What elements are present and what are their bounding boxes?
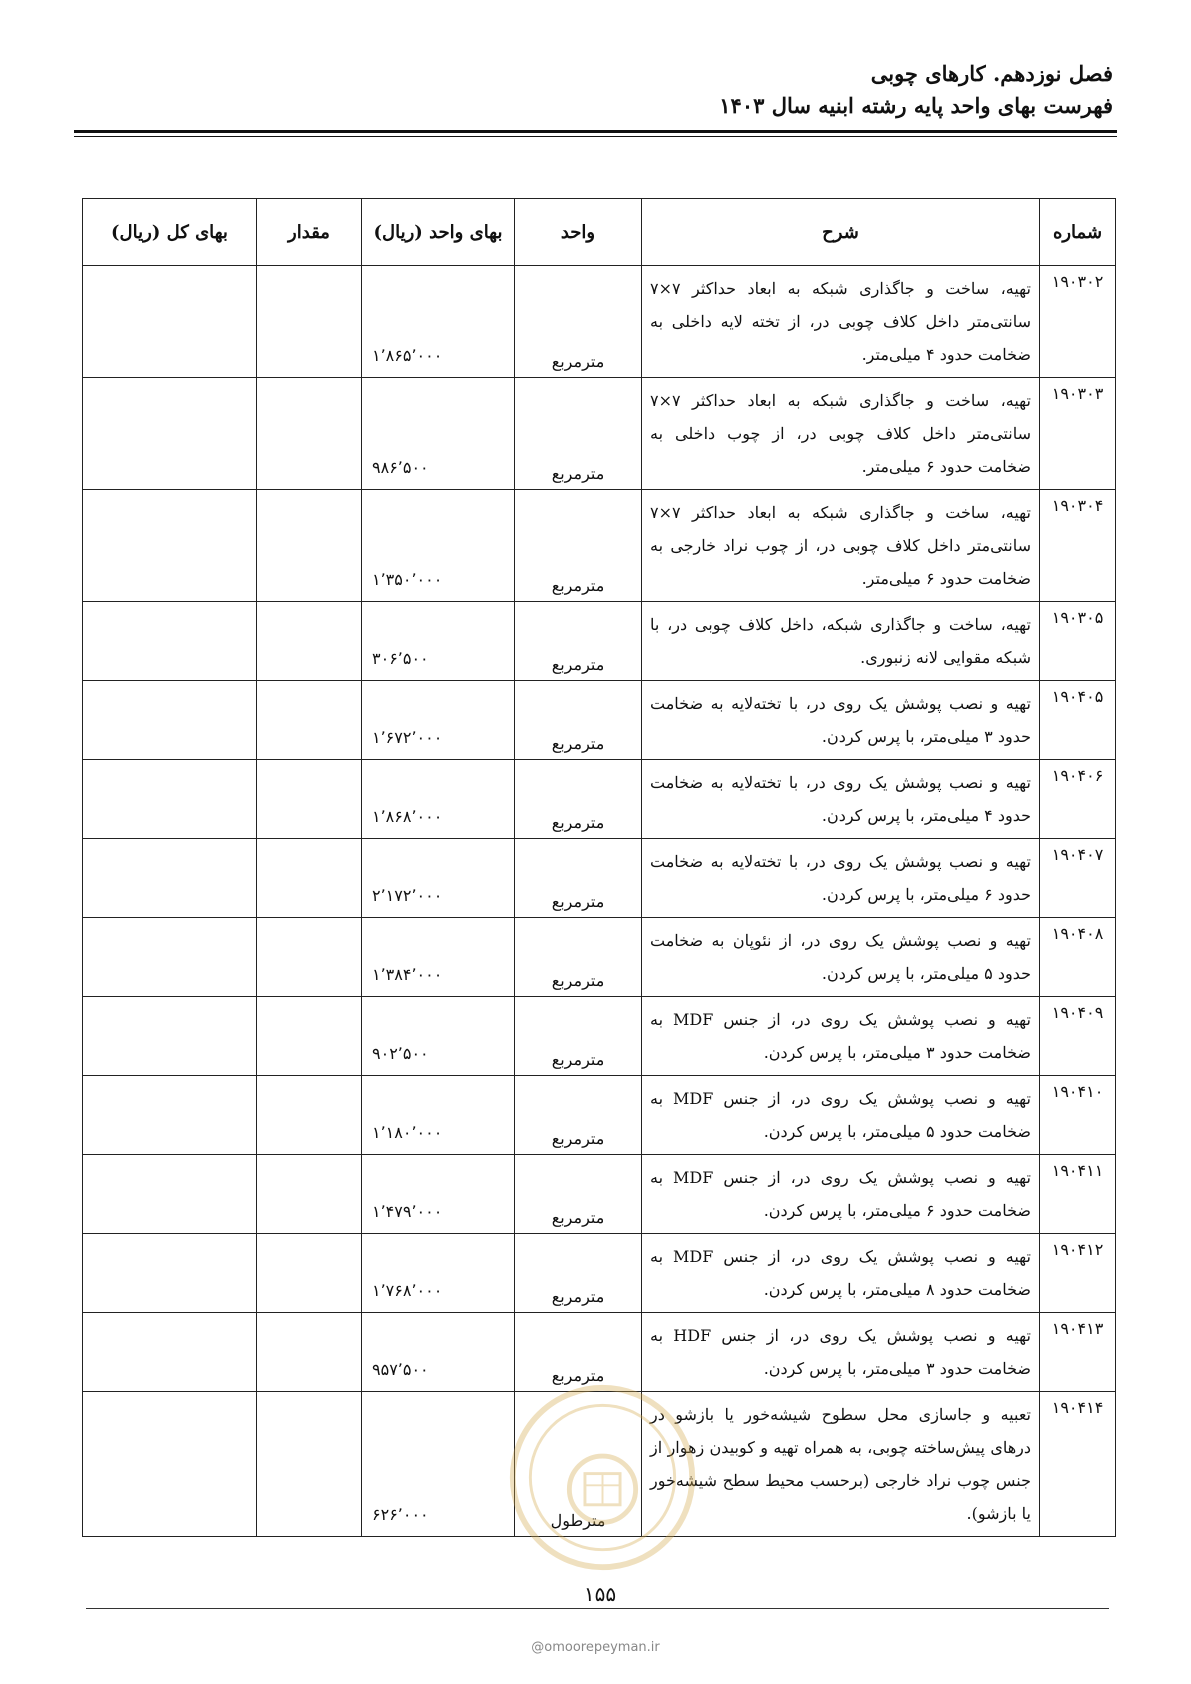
item-quantity [257,997,362,1076]
item-total-price [83,1313,257,1392]
item-total-price [83,681,257,760]
column-header-unit-price: بهای واحد (ریال) [362,199,515,266]
item-description: تهیه، ساخت و جاگذاری شبکه به ابعاد حداکثر ۷×۷ سانتی‌متر داخل کلاف چوبی در، از چوب داخلی به ضخامت حدود ۶ میلی‌متر. [642,378,1040,490]
item-unit-price: ۱٬۸۶۸٬۰۰۰ [362,760,515,839]
item-description: تهیه، ساخت و جاگذاری شبکه، داخل کلاف چوبی در، با شبکه مقوایی لانه زنبوری. [642,602,1040,681]
item-description: تهیه و نصب پوشش یک روی در، از جنس MDF به ضخامت حدود ۳ میلی‌متر، با پرس کردن. [642,997,1040,1076]
table-row [83,997,1116,1076]
item-unit-price: ۱٬۳۸۴٬۰۰۰ [362,918,515,997]
item-number: ۱۹۰۴۰۷ [1040,839,1116,918]
item-quantity [257,1076,362,1155]
item-number: ۱۹۰۴۰۶ [1040,760,1116,839]
item-description: تعبیه و جاسازی محل سطوح شیشه‌خور یا بازشو در درهای پیش‌ساخته چوبی، به همراه تهیه و کوبیدن زهوار از جنس چوب نراد خارجی (برحسب محیط سطح شیشه‌خور یا بازشو). [642,1392,1040,1537]
item-unit-price: ۶۲۶٬۰۰۰ [362,1392,515,1537]
table-row [83,1155,1116,1234]
item-number: ۱۹۰۴۱۱ [1040,1155,1116,1234]
item-unit: مترمربع [515,1234,642,1313]
item-quantity [257,839,362,918]
item-unit-price: ۱٬۱۸۰٬۰۰۰ [362,1076,515,1155]
item-number: ۱۹۰۳۰۲ [1040,266,1116,378]
item-number: ۱۹۰۴۱۳ [1040,1313,1116,1392]
item-total-price [83,1392,257,1537]
item-description: تهیه و نصب پوشش یک روی در، با تخته‌لایه به ضخامت حدود ۳ میلی‌متر، با پرس کردن. [642,681,1040,760]
item-number: ۱۹۰۴۰۵ [1040,681,1116,760]
item-unit: مترمربع [515,602,642,681]
header-rule-thin [74,136,1117,137]
item-quantity [257,681,362,760]
footer-rule [86,1608,1109,1609]
item-description: تهیه و نصب پوشش یک روی در، از جنس MDF به ضخامت حدود ۸ میلی‌متر، با پرس کردن. [642,1234,1040,1313]
item-unit: مترمربع [515,266,642,378]
item-description: تهیه و نصب پوشش یک روی در، از جنس MDF به ضخامت حدود ۵ میلی‌متر، با پرس کردن. [642,1076,1040,1155]
item-total-price [83,1234,257,1313]
item-total-price [83,918,257,997]
item-unit-price: ۱٬۷۶۸٬۰۰۰ [362,1234,515,1313]
item-total-price [83,490,257,602]
item-quantity [257,490,362,602]
item-total-price [83,602,257,681]
item-unit: مترمربع [515,918,642,997]
item-number: ۱۹۰۳۰۳ [1040,378,1116,490]
item-quantity [257,378,362,490]
page-header [78,58,1113,122]
website-watermark: @omoorepeyman.ir [531,1640,660,1655]
item-unit: مترمربع [515,839,642,918]
item-description: تهیه و نصب پوشش یک روی در، از جنس HDF به ضخامت حدود ۳ میلی‌متر، با پرس کردن. [642,1313,1040,1392]
seal-watermark-icon [505,1380,700,1575]
item-total-price [83,1155,257,1234]
item-number: ۱۹۰۴۱۲ [1040,1234,1116,1313]
header-rule-thick [74,130,1117,133]
item-description: تهیه و نصب پوشش یک روی در، با تخته‌لایه به ضخامت حدود ۶ میلی‌متر، با پرس کردن. [642,839,1040,918]
item-unit-price: ۲٬۱۷۲٬۰۰۰ [362,839,515,918]
table-row [83,266,1116,378]
item-unit-price: ۱٬۸۶۵٬۰۰۰ [362,266,515,378]
item-total-price [83,378,257,490]
item-description: تهیه و نصب پوشش یک روی در، از نئوپان به ضخامت حدود ۵ میلی‌متر، با پرس کردن. [642,918,1040,997]
table-row [83,681,1116,760]
item-number: ۱۹۰۴۰۸ [1040,918,1116,997]
item-description: تهیه، ساخت و جاگذاری شبکه به ابعاد حداکثر ۷×۷ سانتی‌متر داخل کلاف چوبی در، از چوب نراد خارجی به ضخامت حدود ۶ میلی‌متر. [642,490,1040,602]
item-quantity [257,602,362,681]
item-total-price [83,1076,257,1155]
item-description: تهیه، ساخت و جاگذاری شبکه به ابعاد حداکثر ۷×۷ سانتی‌متر داخل کلاف چوبی در، از تخته لایه داخلی به ضخامت حدود ۴ میلی‌متر. [642,266,1040,378]
column-header-quantity: مقدار [257,199,362,266]
item-total-price [83,839,257,918]
item-quantity [257,1155,362,1234]
item-unit-price: ۳۰۶٬۵۰۰ [362,602,515,681]
item-quantity [257,918,362,997]
item-quantity [257,1392,362,1537]
item-unit-price: ۹۰۲٬۵۰۰ [362,997,515,1076]
item-number: ۱۹۰۳۰۵ [1040,602,1116,681]
item-unit: مترمربع [515,681,642,760]
chapter-title: فصل نوزدهم. کارهای چوبی [870,61,1113,86]
table-body [83,266,1116,1537]
table-header-row [83,199,1116,266]
item-unit: مترمربع [515,1313,642,1392]
table-row [83,839,1116,918]
item-unit-price: ۹۵۷٬۵۰۰ [362,1313,515,1392]
column-header-number: شماره [1040,199,1116,266]
table-row [83,378,1116,490]
item-quantity [257,266,362,378]
item-unit-price: ۱٬۳۵۰٬۰۰۰ [362,490,515,602]
table-row [83,1234,1116,1313]
column-header-description: شرح [642,199,1040,266]
item-unit: مترمربع [515,1076,642,1155]
item-quantity [257,1234,362,1313]
item-number: ۱۹۰۴۱۰ [1040,1076,1116,1155]
document-subtitle: فهرست بهای واحد پایه رشته ابنیه سال ۱۴۰۳ [719,93,1113,118]
table-row [83,918,1116,997]
table-row [83,490,1116,602]
column-header-total-price: بهای کل (ریال) [83,199,257,266]
item-unit: مترطول [515,1392,642,1537]
item-unit: مترمربع [515,1155,642,1234]
item-quantity [257,1313,362,1392]
item-description: تهیه و نصب پوشش یک روی در، از جنس MDF به ضخامت حدود ۶ میلی‌متر، با پرس کردن. [642,1155,1040,1234]
item-unit: مترمربع [515,378,642,490]
item-number: ۱۹۰۳۰۴ [1040,490,1116,602]
column-header-unit: واحد [515,199,642,266]
item-description: تهیه و نصب پوشش یک روی در، با تخته‌لایه به ضخامت حدود ۴ میلی‌متر، با پرس کردن. [642,760,1040,839]
table-row [83,760,1116,839]
table-row [83,602,1116,681]
item-number: ۱۹۰۴۰۹ [1040,997,1116,1076]
item-unit: مترمربع [515,490,642,602]
item-total-price [83,266,257,378]
item-unit-price: ۹۸۶٬۵۰۰ [362,378,515,490]
table-row [83,1076,1116,1155]
item-unit-price: ۱٬۶۷۲٬۰۰۰ [362,681,515,760]
item-total-price [83,760,257,839]
item-unit-price: ۱٬۴۷۹٬۰۰۰ [362,1155,515,1234]
item-total-price [83,997,257,1076]
item-number: ۱۹۰۴۱۴ [1040,1392,1116,1537]
item-unit: مترمربع [515,997,642,1076]
item-unit: مترمربع [515,760,642,839]
item-quantity [257,760,362,839]
page-number: ۱۵۵ [570,1582,630,1606]
price-table [82,198,1116,1537]
